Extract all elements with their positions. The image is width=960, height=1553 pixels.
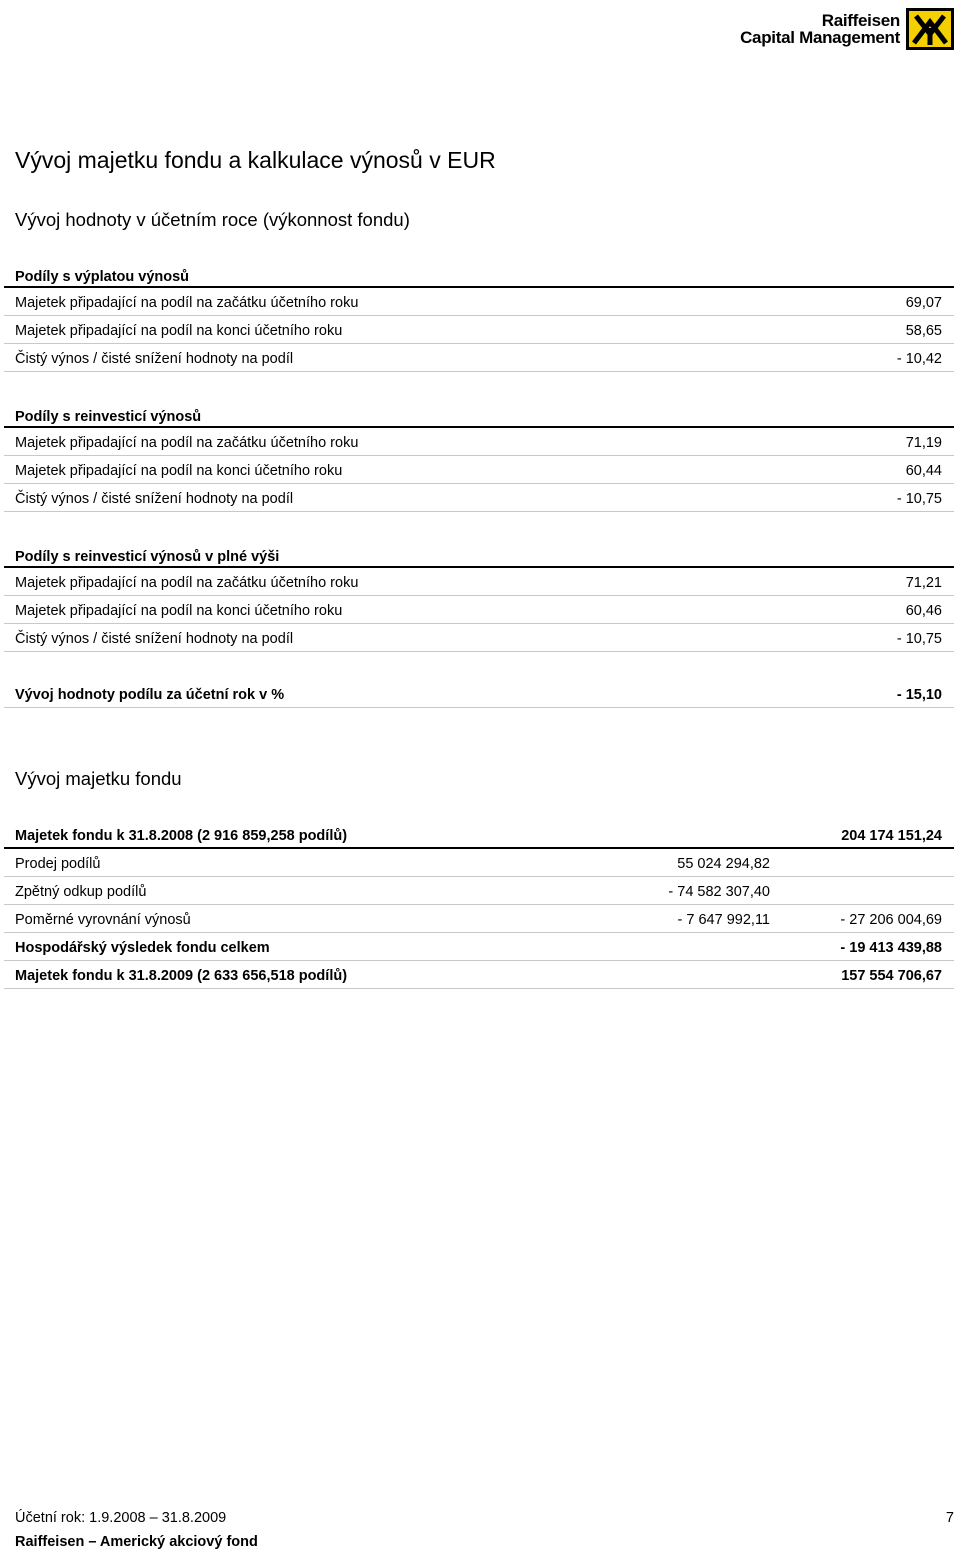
fund-heading: Vývoj majetku fondu <box>15 768 182 789</box>
row-value: 157 554 706,67 <box>841 968 942 984</box>
performance-value: - 15,10 <box>896 687 942 703</box>
row-label: Majetek připadající na podíl na začátku účetního roku <box>15 295 359 311</box>
row-label: Hospodářský výsledek fondu celkem <box>15 940 270 956</box>
row-label: Majetek fondu k 31.8.2009 (2 633 656,518 podílů) <box>15 968 348 984</box>
footer-period: Účetní rok: 1.9.2008 – 31.8.2009 <box>15 1510 227 1526</box>
fund-table <box>4 821 954 989</box>
performance-label: Vývoj hodnoty podílu za účetní rok v % <box>15 687 285 703</box>
row-label: Zpětný odkup podílů <box>15 884 147 900</box>
table-row <box>4 905 954 933</box>
row-value: - 27 206 004,69 <box>840 912 942 928</box>
row-mid-value: 55 024 294,82 <box>677 856 770 872</box>
row-value: - 10,75 <box>896 491 942 507</box>
row-label: Majetek připadající na podíl na konci účetního roku <box>15 323 343 339</box>
row-label: Majetek připadající na podíl na začátku účetního roku <box>15 575 359 591</box>
row-label: Poměrné vyrovnání výnosů <box>15 912 191 928</box>
row-label: Prodej podílů <box>15 856 101 872</box>
row-label: Majetek připadající na podíl na začátku účetního roku <box>15 435 359 451</box>
table-row <box>4 849 954 877</box>
table-row <box>4 961 954 989</box>
row-label: Čistý výnos / čisté snížení hodnoty na podíl <box>15 631 294 647</box>
row-label: Majetek fondu k 31.8.2008 (2 916 859,258 podílů) <box>15 828 348 844</box>
logo-text <box>740 12 900 46</box>
section-reinvest-units <box>4 404 954 512</box>
table-row <box>4 316 954 344</box>
logo-line-1: Raiffeisen <box>821 11 900 30</box>
page-number: 7 <box>945 1510 954 1526</box>
table-row <box>4 428 954 456</box>
table-row <box>4 821 954 849</box>
table-row <box>4 596 954 624</box>
row-label: Majetek připadající na podíl na konci účetního roku <box>15 463 343 479</box>
row-value: 69,07 <box>905 295 942 311</box>
row-value: - 10,42 <box>896 351 942 367</box>
row-value: 60,44 <box>905 463 942 479</box>
row-value: 71,19 <box>905 435 942 451</box>
logo-line-2: Capital Management <box>740 28 900 47</box>
row-mid-value: - 74 582 307,40 <box>668 884 770 900</box>
section-title: Podíly s výplatou výnosů <box>4 264 954 288</box>
table-row <box>4 288 954 316</box>
section-full-reinvest-units <box>4 544 954 652</box>
table-row <box>4 933 954 961</box>
page-title: Vývoj majetku fondu a kalkulace výnosů v EUR <box>15 147 496 173</box>
section-title: Podíly s reinvesticí výnosů <box>4 404 954 428</box>
performance-block <box>4 680 954 708</box>
row-label: Čistý výnos / čisté snížení hodnoty na podíl <box>15 491 294 507</box>
table-row <box>4 484 954 512</box>
performance-subtitle: Vývoj hodnoty v účetním roce (výkonnost fondu) <box>15 209 410 230</box>
row-value: - 10,75 <box>896 631 942 647</box>
row-value: 60,46 <box>905 603 942 619</box>
table-row <box>4 344 954 372</box>
footer-fund-name: Raiffeisen – Americký akciový fond <box>15 1534 258 1550</box>
raiffeisen-gable-icon <box>906 8 954 50</box>
table-row <box>4 456 954 484</box>
row-value: 58,65 <box>905 323 942 339</box>
raiffeisen-logo <box>740 8 954 50</box>
row-value: - 19 413 439,88 <box>840 940 942 956</box>
table-row <box>4 568 954 596</box>
row-value: 204 174 151,24 <box>841 828 942 844</box>
row-label: Čistý výnos / čisté snížení hodnoty na podíl <box>15 351 294 367</box>
section-title: Podíly s reinvesticí výnosů v plné výši <box>4 544 954 568</box>
table-row <box>4 624 954 652</box>
row-label: Majetek připadající na podíl na konci účetního roku <box>15 603 343 619</box>
row-value: 71,21 <box>905 575 942 591</box>
row-mid-value: - 7 647 992,11 <box>677 912 770 928</box>
table-row <box>4 877 954 905</box>
performance-row <box>4 680 954 708</box>
section-payout-units <box>4 264 954 372</box>
